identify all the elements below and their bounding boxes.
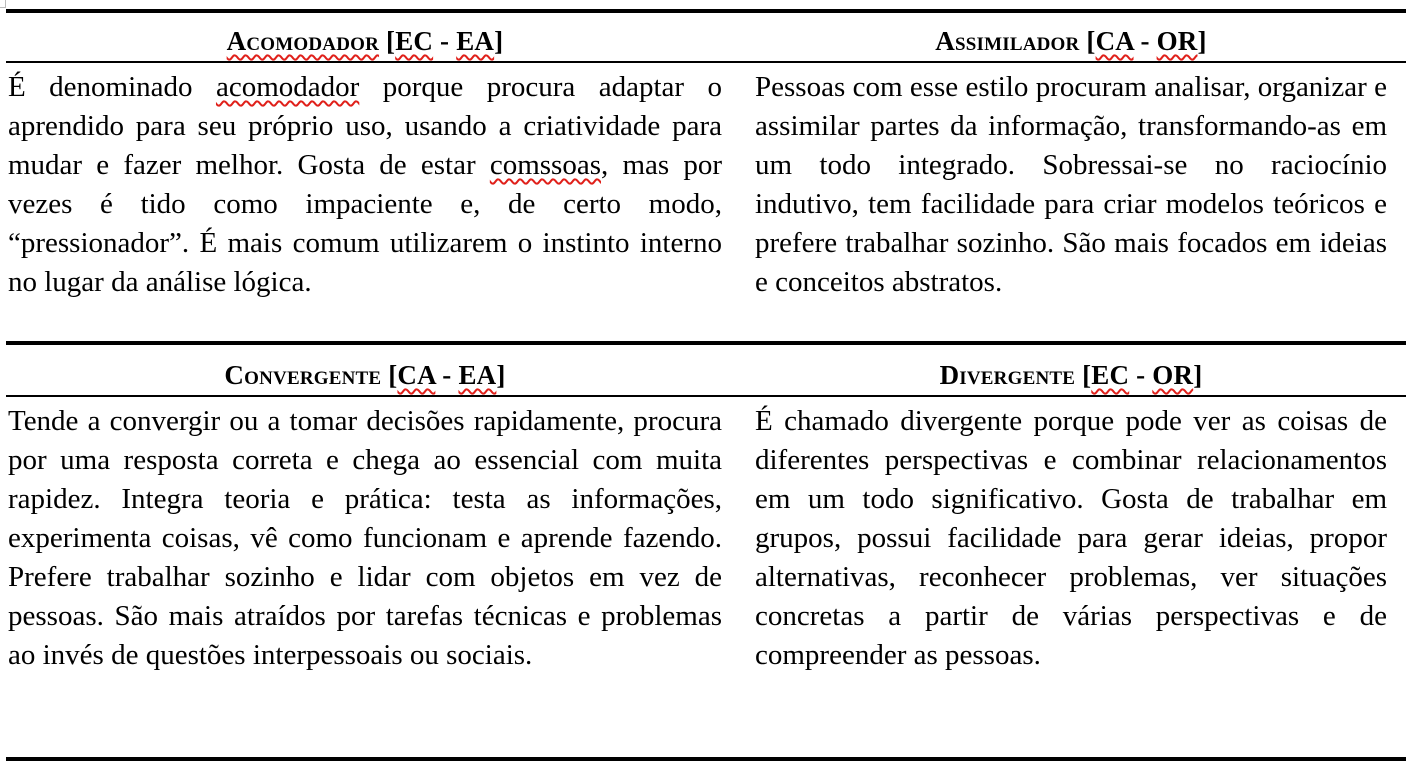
bracket-close: ] <box>494 26 504 56</box>
text-segment: É denominado <box>8 71 216 103</box>
header-dash: - <box>1129 360 1153 390</box>
cell-assimilador-description: Pessoas com esse estilo procuram analisar, organizar e assimilar partes da informação, transformando-as em um todo integrado. Sobressai-se no raciocínio indutivo, tem facilidade para criar modelos teóricos e prefere trabalhar sozinho. São mais focados em ideias e conceitos abstratos. <box>755 71 1387 298</box>
spellcheck-flagged-word: comssoas <box>489 149 601 181</box>
table-top-rule <box>6 9 1406 13</box>
bracket-close: ] <box>496 360 506 390</box>
cell-acomodador-description <box>8 68 722 302</box>
cell-convergente-description: Tende a convergir ou a tomar decisões rapidamente, procura por uma resposta correta e chega ao essencial com muita rapidez. Integra teoria e prática: testa as informações, experimenta coisas, vê como funcionam e aprende fazendo. Prefere trabalhar sozinho e lidar com objetos em vez de pessoas. São mais atraídos por tarefas técnicas e problemas ao invés de questões interpessoais ou sociais. <box>8 405 722 671</box>
header-dash: - <box>433 26 457 56</box>
bracket-open: [ <box>385 26 396 56</box>
header-code-b: EA <box>458 360 497 390</box>
bracket-open: [ <box>1082 360 1092 390</box>
text-segment: porque procura adaptar o aprendido para seu próprio uso, usando a criatividade para mudar e fazer melhor. Gosta de estar <box>8 71 722 181</box>
header-code-a: CA <box>1095 26 1134 56</box>
text-segment: , mas por vezes é tido como impaciente e, de certo modo, “pressionador”. É mais comum utilizarem o instinto interno no lugar da análise lógica. <box>8 149 723 298</box>
header-code-a: CA <box>397 360 436 390</box>
bracket-close: ] <box>1197 26 1207 56</box>
row-divider-rule <box>6 341 1406 345</box>
header-acomodador <box>8 21 722 61</box>
header-title: Divergente <box>939 360 1076 390</box>
bracket-open: [ <box>1086 26 1096 56</box>
header-rule-2 <box>6 395 1406 397</box>
header-assimilador <box>755 21 1387 61</box>
spellcheck-flagged-word: acomodador <box>215 71 360 103</box>
header-code-b: OR <box>1156 26 1198 56</box>
header-rule-1 <box>6 61 1406 63</box>
bracket-open: [ <box>388 360 398 390</box>
header-title: Acomodador <box>226 26 380 56</box>
header-title: Assimilador <box>935 26 1080 56</box>
header-code-b: OR <box>1152 360 1194 390</box>
header-code-a: EC <box>395 26 434 56</box>
header-code-a: EC <box>1091 360 1130 390</box>
header-convergente <box>8 355 722 395</box>
header-code-b: EA <box>456 26 495 56</box>
cell-divergente-description: É chamado divergente porque pode ver as coisas de diferentes perspectivas e combinar relacionamentos em um todo significativo. Gosta de trabalhar em grupos, possui facilidade para gerar ideias, propor alternativas, reconhecer problemas, ver situações concretas a partir de várias perspectivas e de compreender as pessoas. <box>755 405 1387 671</box>
bracket-close: ] <box>1193 360 1203 390</box>
header-dash: - <box>435 360 459 390</box>
text-boundary-mark <box>0 0 6 8</box>
table-bottom-rule <box>6 757 1406 761</box>
header-dash: - <box>1133 26 1157 56</box>
header-divergente <box>755 355 1387 395</box>
header-title: Convergente <box>224 360 382 390</box>
